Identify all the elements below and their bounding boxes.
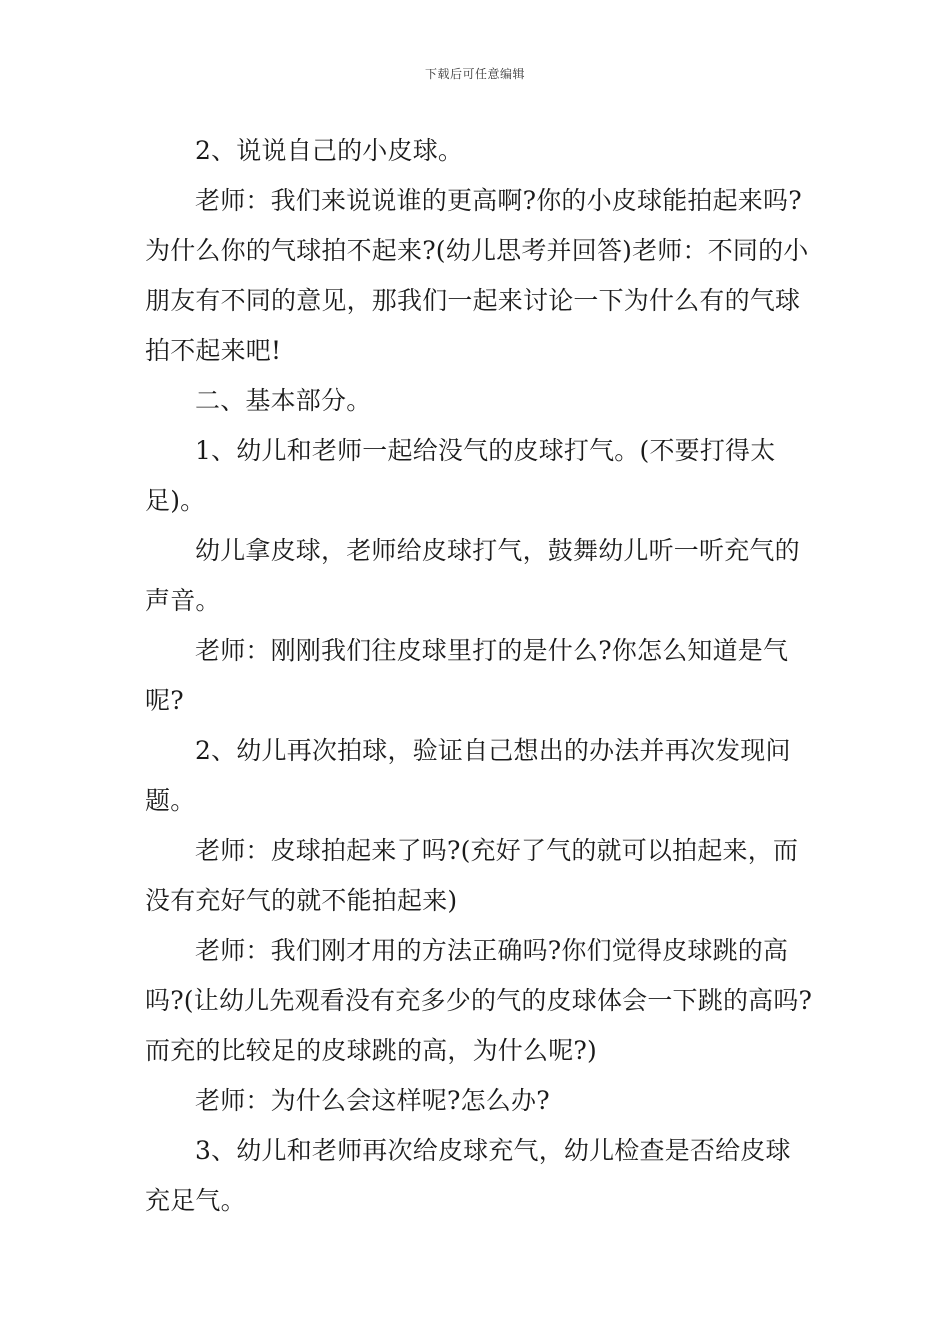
paragraph: 老师：我们刚才用的方法正确吗?你们觉得皮球跳的高吗?(让幼儿先观看没有充多少的气的皮球体会一下跳的高吗?而充的比较足的皮球跳的高，为什么呢?) bbox=[145, 936, 813, 1065]
section-heading: 二、基本部分。 bbox=[195, 386, 372, 415]
paragraph: 1、幼儿和老师一起给没气的皮球打气。(不要打得太足)。 bbox=[145, 436, 776, 515]
paragraph: 幼儿拿皮球，老师给皮球打气，鼓舞幼儿听一听充气的声音。 bbox=[145, 536, 800, 615]
paragraph: 2、幼儿再次拍球，验证自己想出的办法并再次发现问题。 bbox=[145, 736, 791, 815]
paragraph: 2、说说自己的小皮球。 bbox=[195, 136, 464, 165]
page-header: 下载后可任意编辑 bbox=[424, 67, 525, 81]
paragraph: 老师：为什么会这样呢?怎么办? bbox=[195, 1086, 550, 1115]
paragraph: 老师：刚刚我们往皮球里打的是什么?你怎么知道是气呢? bbox=[145, 636, 789, 715]
document-body bbox=[145, 126, 813, 1226]
paragraph: 老师：皮球拍起来了吗?(充好了气的就可以拍起来，而没有充好气的就不能拍起来) bbox=[145, 836, 799, 915]
paragraph: 老师：我们来说说谁的更高啊?你的小皮球能拍起来吗?为什么你的气球拍不起来?(幼儿思考并回答)老师：不同的小朋友有不同的意见，那我们一起来讨论一下为什么有的气球拍不起来吧! bbox=[145, 186, 809, 365]
paragraph: 3、幼儿和老师再次给皮球充气，幼儿检查是否给皮球充足气。 bbox=[145, 1136, 791, 1215]
